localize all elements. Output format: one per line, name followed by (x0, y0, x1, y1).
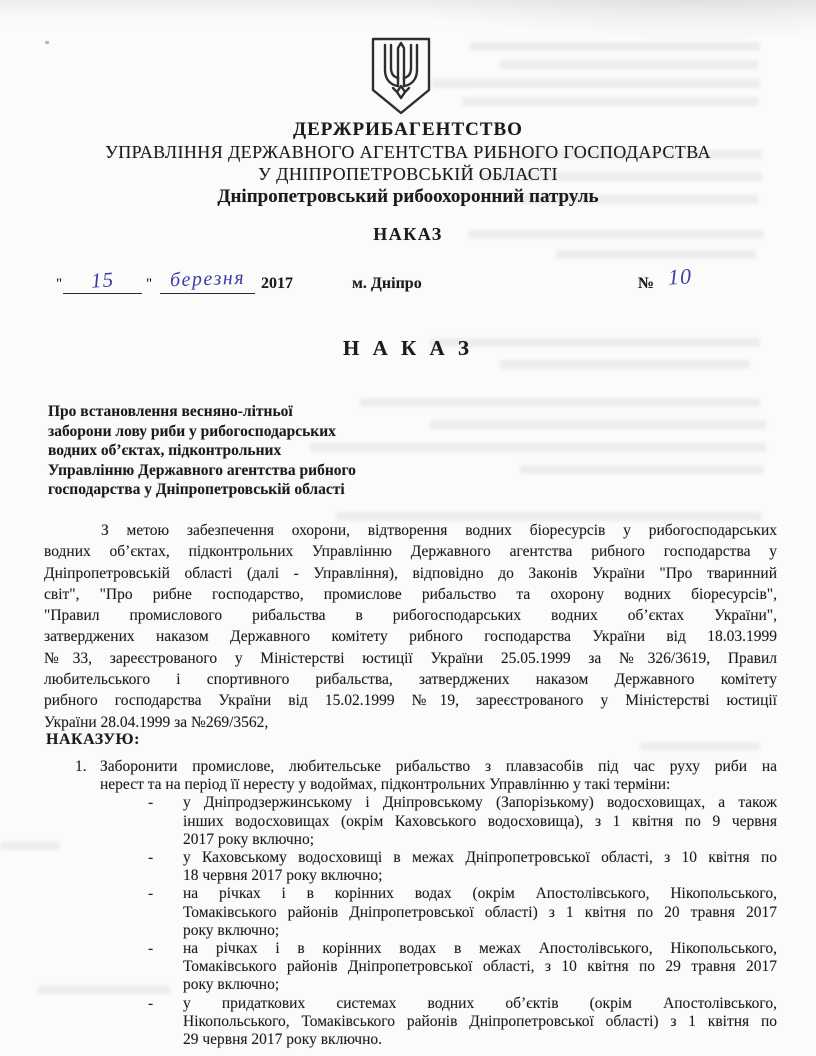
order-list (0, 758, 816, 1049)
dash-marker: - (148, 794, 154, 812)
subitem-text (183, 995, 777, 1050)
text-line: 29 червня 2017 року включно. (183, 1031, 383, 1049)
subitem-3 (0, 885, 816, 940)
bleed-through-artifact (430, 420, 766, 429)
bleed-through-artifact (432, 79, 760, 88)
text-line: на річках і в корінних водах в межах Апостолівського, Нікопольського, (183, 940, 777, 958)
subitem-text (183, 885, 777, 940)
subject-block (48, 402, 478, 500)
list-item-1 (0, 758, 816, 1049)
text-line: у придаткових системах водних об’єктів (окрім Апостолівського, (183, 994, 777, 1012)
text-line: Про встановлення весняно-літньої (48, 403, 293, 420)
text-line: України 28.04.1999 за №269/3562, (44, 713, 269, 731)
order-heading: НАКАЗУЮ: (46, 731, 140, 748)
text-line: господарства у Дніпропетровській області (48, 481, 345, 498)
subitem-group (0, 794, 816, 1049)
text-line: інших водосховищах (окрім Каховського водосховища), з 1 квітня по 9 червня (183, 812, 777, 830)
bleed-through-artifact (640, 742, 760, 750)
subitem-text (183, 940, 777, 995)
bleed-through-artifact (500, 60, 758, 69)
text-line: Дніпропетровській області (далі - Управління), відповідно до Законів України "Про тваринний (44, 564, 777, 582)
order-title: Н А К А З (343, 336, 473, 360)
text-line: заборони лову риби у рибогосподарських (48, 422, 336, 440)
text-line: рибного господарства України від 15.02.1999 №19, зареєстрованого у Міністерстві юстиції (44, 692, 777, 710)
subitem-5 (0, 995, 816, 1050)
department-line2: У ДНІПРОПЕТРОВСЬКІЙ ОБЛАСТІ (258, 164, 558, 184)
text-line: З метою забезпечення охорони, відтворення водних біоресурсів у рибогосподарських (101, 522, 777, 539)
subitem-4 (0, 940, 816, 995)
text-line: водних об’єктах, підконтрольних (48, 442, 282, 459)
doc-type-label: НАКАЗ (373, 224, 443, 244)
text-line: року включно; (183, 976, 280, 994)
text-line: Управлінню Державного агентства рибного (48, 461, 356, 479)
bleed-through-artifact (556, 250, 756, 259)
agency-name: ДЕРЖРИБАГЕНТСТВО (293, 119, 523, 140)
item-number: 1. (75, 758, 87, 775)
unit-name: Дніпропетровський рибоохоронний патруль (217, 186, 599, 207)
text-line: на річках і в корінних водах (окрім Апостолівського, Нікопольського, (183, 885, 777, 903)
bleed-through-artifact (520, 465, 764, 474)
dash-marker: - (148, 940, 154, 958)
text-line: затверджених наказом Державного комітету рибного господарства України від 18.03.1999 (44, 628, 777, 646)
number-sign: № (638, 275, 655, 292)
letterhead (0, 119, 816, 208)
text-line: любительського і спортивного рибальства, затверджених наказом Державного комітету (44, 671, 777, 689)
text-line: року включно; (183, 921, 280, 939)
department-line1: УПРАВЛІННЯ ДЕРЖАВНОГО АГЕНТСТВА РИБНОГО ГОСПОДАРСТВА (105, 142, 711, 162)
text-line: нерест та на період її нересту у водоймах, підконтрольних Управлінню у такі терміни: (100, 776, 671, 794)
dateline (0, 262, 816, 306)
day-blank (63, 268, 142, 294)
city-label: м. Дніпро (352, 275, 422, 292)
dash-marker: - (148, 885, 154, 903)
handwritten-month: березня (169, 266, 246, 292)
text-line: 2017 року включно; (183, 830, 315, 848)
text-line: Томаківського районів Дніпропетровської області) з 1 квітня по 20 травня 2017 (183, 903, 777, 921)
handwritten-day: 15 (90, 267, 115, 293)
handwritten-number: 10 (667, 263, 693, 290)
coat-of-arms-icon (369, 36, 433, 116)
subitem-text (183, 849, 777, 885)
dash-marker: - (148, 994, 154, 1012)
bleed-through-artifact (462, 97, 758, 106)
text-line: Заборонити промислове, любительське рибальство з плавзасобів під час руху риби на (100, 758, 777, 775)
text-line: №33, зареєстрованого у Міністерстві юстиції України 25.05.1999 за №326/3619, Правил (44, 649, 777, 667)
text-line: у Каховському водосховищі в межах Дніпропетровської області, з 10 квітня по (183, 849, 777, 867)
scan-speck (45, 41, 49, 44)
text-line: світ", "Про рибне господарство, промислове рибальство та охорону водних біоресурсів", (44, 585, 777, 603)
text-line: "Правил промислового рибальства в рибогосподарських водних об’єктах України", (44, 607, 777, 625)
subitem-text (183, 794, 777, 849)
subitem-1 (0, 794, 816, 849)
bleed-through-artifact (470, 42, 760, 51)
bleed-through-artifact (500, 360, 750, 369)
text-line: водних об’єктах, підконтрольних Управлінню Державного агентства рибного господарства у (44, 543, 777, 561)
text-line: у Дніпродзержинському і Дніпровському (Запорізькому) водосховищах, а також (183, 794, 777, 812)
text-line: Нікопольського, Томаківського районів Дніпропетровської області) з 1 квітня по (183, 1012, 777, 1030)
preamble-paragraph (44, 520, 777, 733)
quote-open: " (56, 276, 63, 292)
text-line: 18 червня 2017 року включно; (183, 867, 383, 885)
month-blank (160, 268, 255, 294)
subitem-2 (0, 849, 816, 885)
item-text (100, 758, 777, 794)
year-label: 2017 (261, 275, 293, 292)
text-line: Томаківського районів Дніпропетровської області, з 10 квітня по 29 травня 2017 (183, 958, 777, 976)
dash-marker: - (148, 849, 154, 867)
quote-close: " (146, 276, 153, 292)
